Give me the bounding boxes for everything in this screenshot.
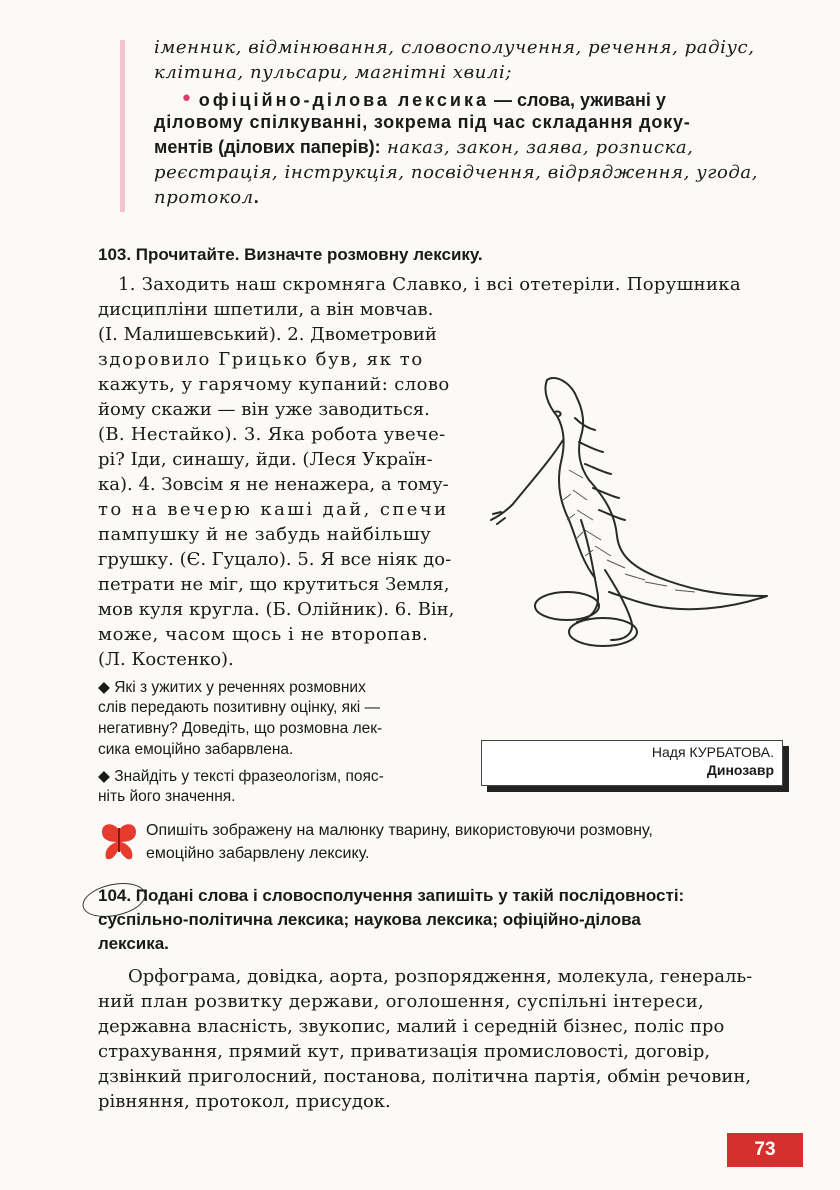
ex103-line-9: ка). 4. Зовсім я не ненажера, а тому- (98, 474, 449, 495)
ex104-line-2: ний план розвитку держави, оголошення, суспільні інтереси, (98, 991, 705, 1012)
caption-title: Динозавр (706, 762, 774, 778)
butterfly-icon (100, 822, 138, 862)
official-ex-line-2: реєстрація, інструкція, посвідчення, відрядження, угода, (154, 162, 759, 183)
task-line-2: емоційно забарвлену лексику. (146, 845, 370, 862)
official-def-line-3 (154, 137, 694, 158)
caption-author: Надя КУРБАТОВА. (651, 744, 774, 760)
ex104-line-5: дзвінкий приголосний, постанова, політична партія, обмін речовин, (98, 1066, 752, 1087)
official-def-line-1 (180, 87, 666, 112)
official-ex-line-3 (154, 187, 259, 208)
ex104-title-line-2: суспільно-політична лексика; наукова лексика; офіційно-ділова (98, 910, 641, 929)
ex103-line-5: кажуть, у гарячому купаний: слово (98, 374, 450, 395)
question-1-line-1: ◆ Які з ужитих у реченнях розмовних (98, 679, 366, 696)
bullet-icon: • (180, 87, 193, 112)
ex103-line-6: йому скажи — він уже заводиться. (98, 399, 430, 420)
ex103-line-8: рі? Іди, синашу, йди. (Леся Україн- (98, 449, 433, 470)
ex104-line-4: страхування, прямий кут, приватизація промисловості, договір, (98, 1041, 711, 1062)
ex103-title: 103. Прочитайте. Визначте розмовну лексику. (98, 245, 483, 264)
ex103-line-11: пампушку й не забудь найбільшу (98, 524, 432, 545)
ex103-line-12: грушку. (Є. Гуцало). 5. Я все ніяк до- (98, 549, 452, 570)
question-1-line-2: слів передають позитивну оцінку, які — (98, 699, 381, 716)
margin-bar (120, 40, 125, 212)
dinosaur-illustration (485, 370, 785, 670)
official-ex-3-end: . (253, 187, 260, 207)
ex103-line-2: дисципліни шпетили, а він мовчав. (98, 299, 434, 320)
task-line-1: Опишіть зображену на малюнку тварину, використовуючи розмовну, (146, 822, 653, 839)
question-1-line-4: сика емоційно забарвлена. (98, 741, 294, 758)
ex103-line-15: може, часом щось і не второпав. (98, 624, 429, 645)
question-2-line-1: ◆ Знайдіть у тексті фразеологізм, пояс- (98, 768, 384, 785)
question-2-line-2: ніть його значення. (98, 788, 236, 805)
official-term: офіційно-ділова лексика (198, 90, 489, 110)
ex104-title-line-3: лексика. (98, 934, 169, 953)
official-ex-3: протокол (154, 187, 254, 208)
def-line-2: клітина, пульсари, магнітні хвилі; (154, 62, 512, 83)
ex103-line-10: то на вечерю каші дай, спечи (98, 499, 449, 520)
ex104-line-3: державна власність, звукопис, малий і середній бізнес, поліс про (98, 1016, 725, 1037)
def-line-1: іменник, відмінювання, словосполучення, речення, радіус, (154, 37, 755, 58)
ex103-line-3: (І. Малишевський). 2. Двометровий (98, 324, 437, 345)
ex103-line-14: мов куля кругла. (Б. Олійник). 6. Він, (98, 599, 455, 620)
ex103-line-13: петрати не міг, що крутиться Земля, (98, 574, 450, 595)
ex103-line-16: (Л. Костенко). (98, 649, 234, 670)
official-def-1: — слова, уживані у (489, 90, 666, 110)
illustration-caption (481, 740, 783, 786)
page-number: 73 (727, 1133, 803, 1167)
ex104-line-1: Орфограма, довідка, аорта, розпорядження, молекула, генераль- (128, 966, 753, 987)
ex104-title-line-1: 104. Подані слова і словосполучення запишіть у такій послідовності: (98, 886, 685, 905)
ex103-line-7: (В. Нестайко). 3. Яка робота увече- (98, 424, 446, 445)
official-def-line-2: діловому спілкуванні, зокрема під час складання доку- (154, 112, 691, 132)
ex104-line-6: рівняння, протокол, присудок. (98, 1091, 391, 1112)
question-1-line-3: негативну? Доведіть, що розмовна лек- (98, 720, 383, 737)
official-ex-1: наказ, закон, заява, розписка, (380, 137, 694, 158)
ex103-line-4: здоровило Грицько був, як то (98, 349, 424, 370)
ex103-line-1: 1. Заходить наш скромняга Славко, і всі отетеріли. Порушника (118, 274, 741, 295)
official-def-3: ментів (ділових паперів): (154, 137, 381, 157)
